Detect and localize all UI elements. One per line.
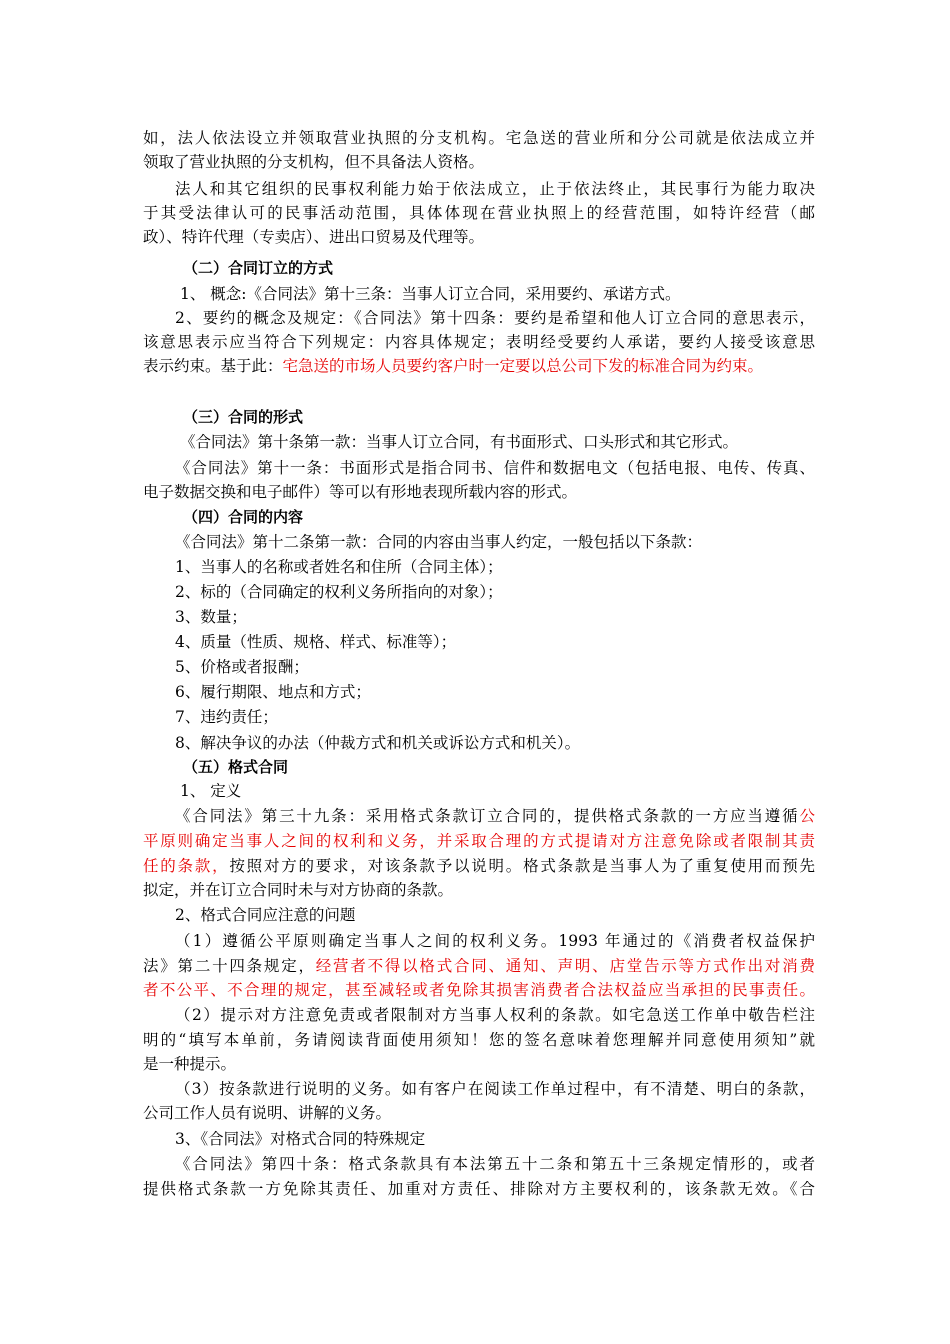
list-item: 6、履行期限、地点和方式；	[175, 683, 371, 701]
paragraph-line: 电子数据交换和电子邮件）等可以有形地表现所载内容的形式。	[143, 483, 578, 501]
highlighted-text: 公	[799, 807, 815, 825]
paragraph-line: 《合同法》第四十条：格式条款具有本法第五十二条和第五十三条规定情形的，或者	[175, 1155, 815, 1173]
paragraph-line: 明的“填写本单前，务请阅读背面使用须知！您的签名意味着您理解并同意使用须知”就	[143, 1031, 815, 1049]
paragraph-line: 《合同法》第十条第一款：当事人订立合同，有书面形式、口头形式和其它形式。	[180, 433, 739, 451]
paragraph-line: （3）按条款进行说明的义务。如有客户在阅读工作单过程中，有不清楚、明白的条款，	[175, 1080, 815, 1098]
paragraph-line: 2、要约的概念及规定：《合同法》第十四条：要约是希望和他人订立合同的意思表示，	[175, 309, 815, 327]
paragraph-line: 法人和其它组织的民事权利能力始于依法成立，止于依法终止，其民事行为能力取决	[175, 180, 815, 198]
text-run: 法》第二十四条规定，	[143, 957, 316, 975]
paragraph-line	[175, 804, 815, 828]
paragraph-line: 提供格式条款一方免除其责任、加重对方责任、排除对方主要权利的，该条款无效。《合	[143, 1180, 815, 1198]
paragraph-line: （1）遵循公平原则确定当事人之间的权利义务。1993 年通过的《消费者权益保护	[175, 932, 815, 950]
highlighted-text: 任的条款，	[143, 857, 230, 875]
text-run: 《合同法》第三十九条：采用格式条款订立合同的，提供格式条款的一方应当遵循	[175, 807, 800, 825]
paragraph-line: 政）、特许代理（专卖店）、进出口贸易及代理等。	[143, 228, 485, 246]
section-heading: （四）合同的内容	[183, 508, 304, 526]
text-run: 按照对方的要求，对该条款予以说明。格式条款是当事人为了重复使用而预先	[229, 857, 815, 875]
paragraph-line: 1、 定义	[180, 782, 242, 800]
section-heading: （五）格式合同	[183, 758, 289, 776]
list-item: 3、数量；	[175, 608, 247, 626]
paragraph-line	[143, 354, 815, 378]
paragraph-line	[143, 954, 815, 978]
list-item: 2、标的（合同确定的权利义务所指向的对象）；	[175, 583, 503, 601]
paragraph-line: 《合同法》第十一条：书面形式是指合同书、信件和数据电文（包括电报、电传、传真、	[175, 459, 815, 477]
list-item: 7、违约责任；	[175, 708, 278, 726]
highlighted-text: 者不公平、不合理的规定，甚至减轻或者免除其损害消费者合法权益应当承担的民事责任。	[143, 981, 815, 999]
paragraph-line: 如，法人依法设立并领取营业执照的分支机构。宅急送的营业所和分公司就是依法成立并	[143, 129, 815, 147]
paragraph-line	[143, 854, 815, 878]
list-item: 4、质量（性质、规格、样式、标准等）；	[175, 633, 457, 651]
highlighted-text: 平原则确定当事人之间的权利和义务，并采取合理的方式提请对方注意免除或者限制其责	[143, 832, 815, 850]
paragraph-line: 是一种提示。	[143, 1055, 237, 1073]
paragraph-line: （2）提示对方注意免责或者限制对方当事人权利的条款。如宅急送工作单中敬告栏注	[175, 1006, 815, 1024]
highlighted-text: 经营者不得以格式合同、通知、声明、店堂告示等方式作出对消费	[315, 957, 815, 975]
paragraph-line: 拟定，并在订立合同时未与对方协商的条款。	[143, 881, 454, 899]
section-heading: （三）合同的形式	[183, 408, 304, 426]
paragraph-line: 1、 概念:《合同法》第十三条：当事人订立合同，采用要约、承诺方式。	[180, 285, 681, 303]
list-item: 1、当事人的名称或者姓名和住所（合同主体）；	[175, 558, 503, 576]
paragraph-line: 《合同法》第十二条第一款：合同的内容由当事人约定，一般包括以下条款：	[175, 533, 703, 551]
paragraph-line: 公司工作人员有说明、讲解的义务。	[143, 1104, 392, 1122]
section-heading: （二）合同订立的方式	[183, 259, 334, 277]
paragraph-line: 2、格式合同应注意的问题	[175, 906, 356, 924]
paragraph-line: 3、《合同法》对格式合同的特殊规定	[175, 1130, 426, 1148]
paragraph-line: 领取了营业执照的分支机构，但不具备法人资格。	[143, 153, 485, 171]
highlighted-text: 宅急送的市场人员要约客户时一定要以总公司下发的标准合同为约束。	[282, 357, 764, 375]
paragraph-line: 于其受法律认可的民事活动范围，具体体现在营业执照上的经营范围，如特许经营（邮	[143, 204, 815, 222]
paragraph-line: 该意思表示应当符合下列规定：内容具体规定；表明经受要约人承诺，要约人接受该意思	[143, 333, 815, 351]
text-run: 表示约束。基于此：	[143, 357, 283, 375]
list-item: 5、价格或者报酬；	[175, 658, 309, 676]
list-item: 8、解决争议的办法（仲裁方式和机关或诉讼方式和机关）。	[175, 734, 581, 752]
